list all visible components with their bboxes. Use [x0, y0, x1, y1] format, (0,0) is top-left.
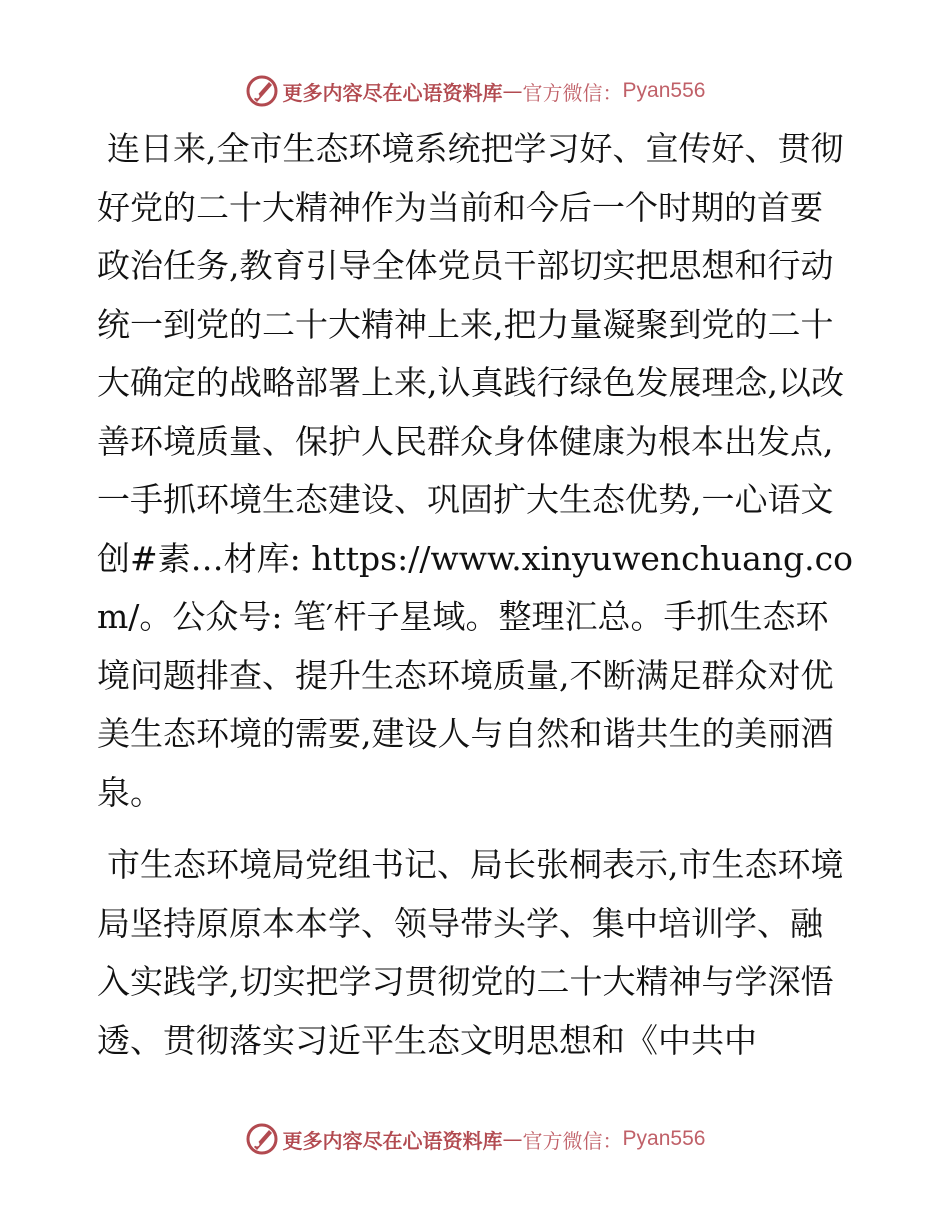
banner-text: 更多内容尽在心语资料库: [282, 1128, 503, 1153]
banner-wechat-id: Pyan556: [622, 79, 706, 102]
footer-watermark-banner: [0, 1119, 950, 1159]
paragraph-2: 市生态环境局党组书记、局长张桐表示,市生态环境局坚持原原本本学、领导带头学、集中培训学、融入实践学,切实把学习贯彻党的二十大精神与学深悟透、贯彻落实习近平生态文明思想和《中共中: [97, 845, 844, 1060]
banner-dash: —: [502, 1127, 523, 1151]
banner-wechat-label: 官方微信：: [522, 80, 623, 105]
pen-logo-icon: [245, 1122, 279, 1156]
banner-dash: —: [502, 79, 523, 103]
pen-logo-icon: [245, 74, 279, 108]
document-body: [97, 120, 853, 1070]
banner-wechat-id: Pyan556: [622, 1127, 706, 1150]
paragraph-1: 连日来,全市生态环境系统把学习好、宣传好、贯彻好党的二十大精神作为当前和今后一个时期的首要政治任务,教育引导全体党员干部切实把思想和行动统一到党的二十大精神上来,把力量凝聚到党的二十大确定的战略部署上来,认真践行绿色发展理念,以改善环境质量、保护人民群众身体健康为根本出发点,一手抓环境生态建设、巩固扩大生态优势,一心语文创#素…材库: https://www.xinyuwenchuang.com/。公众号: 笔′杆子星域。整理汇总。手抓生态环境问题排查、提升生态环境质量,不断满足群众对优美生态环境的需要,建设人与自然和谐共生的美丽酒泉。: [97, 129, 853, 812]
banner-text: 更多内容尽在心语资料库: [282, 80, 503, 105]
header-watermark-banner: [0, 71, 950, 111]
banner-wechat-label: 官方微信：: [522, 1128, 623, 1153]
